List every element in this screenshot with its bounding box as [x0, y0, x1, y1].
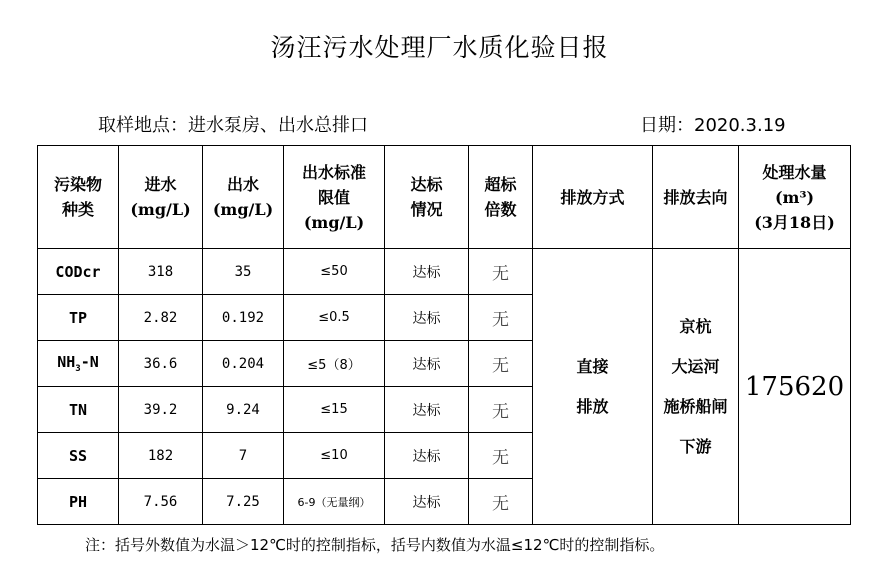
discharge-destination: 京杭 大运河 施桥船闸 下游 [653, 249, 739, 525]
limit-value: ≤15 [284, 387, 385, 433]
header-pollutant: 污染物 种类 [38, 146, 119, 249]
effluent-value: 7.25 [203, 479, 284, 525]
header-effluent: 出水 (mg/L) [203, 146, 284, 249]
footnote: 注：括号外数值为水温＞12℃时的控制指标，括号内数值为水温≤12℃时的控制指标。 [85, 536, 665, 554]
effluent-value: 35 [203, 249, 284, 295]
exceed-multiple: 无 [469, 341, 533, 387]
header-row [38, 146, 851, 249]
compliance-status: 达标 [385, 433, 469, 479]
pollutant-name: TP [38, 295, 119, 341]
report-title: 汤汪污水处理厂水质化验日报 [270, 33, 609, 62]
compliance-status: 达标 [385, 387, 469, 433]
limit-value: 6-9（无量纲） [284, 479, 385, 525]
exceed-multiple: 无 [469, 479, 533, 525]
influent-value: 318 [119, 249, 203, 295]
influent-value: 36.6 [119, 341, 203, 387]
effluent-value: 0.204 [203, 341, 284, 387]
exceed-multiple: 无 [469, 433, 533, 479]
water-quality-table [37, 145, 851, 525]
effluent-value: 7 [203, 433, 284, 479]
pollutant-name: PH [38, 479, 119, 525]
header-volume: 处理水量 (m³) (3月18日) [739, 146, 851, 249]
sampling-location: 取样地点：进水泵房、出水总排口 [98, 115, 368, 136]
treated-volume: 175620 [739, 249, 851, 525]
exceed-multiple: 无 [469, 295, 533, 341]
compliance-status: 达标 [385, 249, 469, 295]
limit-value: ≤0.5 [284, 295, 385, 341]
header-discharge-method: 排放方式 [533, 146, 653, 249]
header-exceed: 超标 倍数 [469, 146, 533, 249]
limit-value: ≤50 [284, 249, 385, 295]
header-influent: 进水 (mg/L) [119, 146, 203, 249]
exceed-multiple: 无 [469, 387, 533, 433]
exceed-multiple: 无 [469, 249, 533, 295]
influent-value: 39.2 [119, 387, 203, 433]
influent-value: 182 [119, 433, 203, 479]
limit-value: ≤10 [284, 433, 385, 479]
pollutant-name: $NH_3-N$ [38, 341, 119, 387]
influent-value: 7.56 [119, 479, 203, 525]
header-compliance: 达标 情况 [385, 146, 469, 249]
compliance-status: 达标 [385, 341, 469, 387]
effluent-value: 9.24 [203, 387, 284, 433]
report-date: 日期：2020.3.19 [640, 115, 786, 136]
discharge-method: 直接 排放 [533, 249, 653, 525]
compliance-status: 达标 [385, 295, 469, 341]
pollutant-name: CODcr [38, 249, 119, 295]
pollutant-name: TN [38, 387, 119, 433]
compliance-status: 达标 [385, 479, 469, 525]
limit-value: ≤5（8） [284, 341, 385, 387]
table-row [38, 249, 851, 295]
header-limit: 出水标准 限值 (mg/L) [284, 146, 385, 249]
header-discharge-dest: 排放去向 [653, 146, 739, 249]
influent-value: 2.82 [119, 295, 203, 341]
effluent-value: 0.192 [203, 295, 284, 341]
pollutant-name: SS [38, 433, 119, 479]
